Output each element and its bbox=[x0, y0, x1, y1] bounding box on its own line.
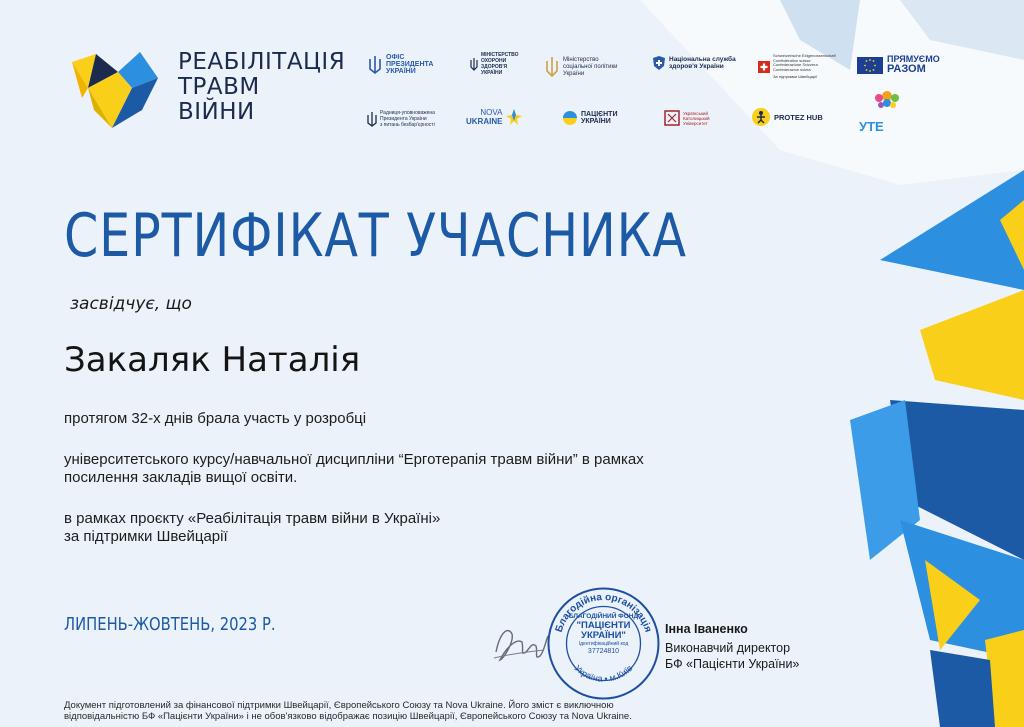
partner-patients-ukraine bbox=[562, 110, 618, 126]
project-text-line2: за підтримки Швейцарії bbox=[64, 528, 228, 545]
partner-catholic-line3: Університет bbox=[683, 120, 708, 126]
partner-nova-line1: NOVA bbox=[480, 108, 503, 117]
partner-adviser bbox=[367, 110, 435, 128]
partner-swiss-line4: Confederaziun svizra bbox=[773, 66, 811, 72]
partner-minsoc-line3: України bbox=[563, 70, 585, 77]
partner-nszu-line1: Національна служба bbox=[669, 56, 736, 63]
partner-moz-line1: МІНІСТЕРСТВО bbox=[481, 52, 519, 58]
signer-org: БФ «Пацієнти України» bbox=[665, 657, 800, 671]
partner-eu bbox=[857, 55, 940, 75]
recipient-name: Закаляк Наталія bbox=[64, 340, 361, 380]
partner-swiss-line1: Schweizerische Eidgenossenschaft bbox=[773, 53, 836, 58]
partner-minsoc-line2: соціальної політики bbox=[563, 63, 618, 70]
partner-nszu-line2: здоров'я України bbox=[669, 63, 724, 70]
footer-line-1: Документ підготовлений за фінансової підтримки Швейцарії, Європейського Союзу та Nova Ukraine. Його зміст є виключною bbox=[64, 700, 614, 711]
organization-stamp bbox=[546, 586, 661, 701]
partner-catholic-line1: Український bbox=[683, 110, 708, 116]
brand-line-2: ТРАВМ bbox=[178, 74, 260, 100]
partner-ofis-line3: УКРАЇНИ bbox=[386, 68, 416, 75]
partner-swiss bbox=[758, 54, 836, 80]
shield-cross-icon bbox=[652, 55, 666, 71]
partner-adviser-line3: з питань безбар'єрності bbox=[380, 122, 435, 128]
patients-logo-icon bbox=[562, 110, 578, 126]
partner-ofis-line2: ПРЕЗИДЕНТА bbox=[386, 61, 434, 68]
protez-hub-icon bbox=[751, 107, 771, 127]
brand-logo-icon bbox=[66, 48, 162, 134]
partner-moz-line3: ЗДОРОВ'Я bbox=[481, 64, 508, 70]
partner-eu-line1: ПРЯМУЄМО bbox=[887, 54, 940, 64]
stamp-name-line2: УКРАЇНИ" bbox=[581, 630, 626, 641]
svg-text:Україна • м.Київ bbox=[573, 663, 635, 684]
partner-moz bbox=[470, 52, 519, 76]
partner-ute-text: УТЕ bbox=[859, 119, 884, 134]
stamp-code: 37724810 bbox=[587, 648, 620, 655]
partner-catholic-line2: Католицький bbox=[683, 115, 710, 121]
brand-line-3: ВІЙНИ bbox=[178, 99, 255, 125]
ute-tree-icon bbox=[857, 88, 911, 114]
partner-catholic-university bbox=[664, 110, 710, 126]
partner-ute bbox=[857, 88, 911, 134]
trident-icon bbox=[544, 56, 560, 78]
trident-icon bbox=[367, 111, 377, 127]
partner-nova-ukraine bbox=[466, 108, 523, 126]
partner-adviser-line2: Президента України bbox=[380, 116, 427, 122]
trident-icon bbox=[367, 55, 383, 75]
trident-icon bbox=[470, 57, 478, 71]
footer-line-2: відповідальністю БФ «Пацієнти України» і не обов'язково відображає позицію Швейцарії, Європейського Союзу та Nova Ukraine. bbox=[64, 711, 632, 722]
signer-role: Виконавчий директор bbox=[665, 641, 791, 655]
nova-star-icon bbox=[505, 108, 523, 126]
university-crest-icon bbox=[664, 110, 680, 126]
partner-moz-line4: УКРАЇНИ bbox=[481, 70, 503, 76]
partner-patients-line1: ПАЦІЄНТИ bbox=[581, 111, 618, 118]
stamp-name-line1: "ПАЦІЄНТИ bbox=[576, 620, 631, 631]
partner-swiss-note: За підтримки Швейцарії bbox=[773, 74, 818, 80]
partner-swiss-line2: Confédération suisse bbox=[773, 57, 811, 63]
signer-name: Інна Іваненко bbox=[665, 622, 748, 636]
partner-protez-text: PROTEZ HUB bbox=[774, 112, 823, 122]
partner-minsoc-line1: Міністерство bbox=[563, 56, 599, 63]
partner-eu-line2: РАЗОМ bbox=[887, 63, 926, 75]
partner-adviser-line1: Радниця-уповноважена bbox=[380, 110, 435, 116]
eu-flag-icon bbox=[857, 57, 883, 74]
partner-protez-hub bbox=[751, 107, 823, 127]
partner-ofis-line1: ОФІС bbox=[386, 54, 405, 61]
partner-moz-line2: ОХОРОНИ bbox=[481, 58, 507, 64]
footer-disclaimer bbox=[64, 700, 632, 722]
partner-nszu bbox=[652, 55, 736, 71]
partner-office-president bbox=[367, 54, 433, 75]
brand-wordmark bbox=[178, 50, 345, 125]
stamp-fond: БЛАГОДІЙНИЙ ФОНД bbox=[568, 613, 639, 620]
course-text-line2: посилення закладів вищої освіти. bbox=[64, 469, 298, 486]
swiss-flag-icon bbox=[758, 61, 770, 73]
stamp-code-label: Ідентифікаційний код bbox=[578, 641, 629, 647]
brand-line-1: РЕАБІЛІТАЦІЯ bbox=[178, 49, 346, 75]
participation-text: протягом 32-х днів брала участь у розробці bbox=[64, 410, 367, 427]
certifies-text: засвідчує, що bbox=[70, 294, 192, 314]
partner-patients-line2: УКРАЇНИ bbox=[581, 118, 611, 125]
stamp-ring-top: Благодійна організація bbox=[553, 591, 654, 634]
partner-minsoc bbox=[544, 56, 618, 78]
period-text: ЛИПЕНЬ-ЖОВТЕНЬ, 2023 Р. bbox=[64, 614, 276, 635]
course-text-line1: університетського курсу/навчальної дисципліни “Ерготерапія травм війни” в рамках bbox=[64, 451, 644, 468]
stamp-ring-bottom: Україна • м.Київ bbox=[572, 662, 635, 684]
partner-nova-line2: UKRAINE bbox=[466, 117, 503, 126]
partner-swiss-line3: Confederazione Svizzera bbox=[773, 62, 818, 68]
project-text-line1: в рамках проєкту «Реабілітація травм війни в Україні» bbox=[64, 510, 441, 527]
certificate-title: СЕРТИФІКАТ УЧАСНИКА bbox=[64, 201, 687, 271]
